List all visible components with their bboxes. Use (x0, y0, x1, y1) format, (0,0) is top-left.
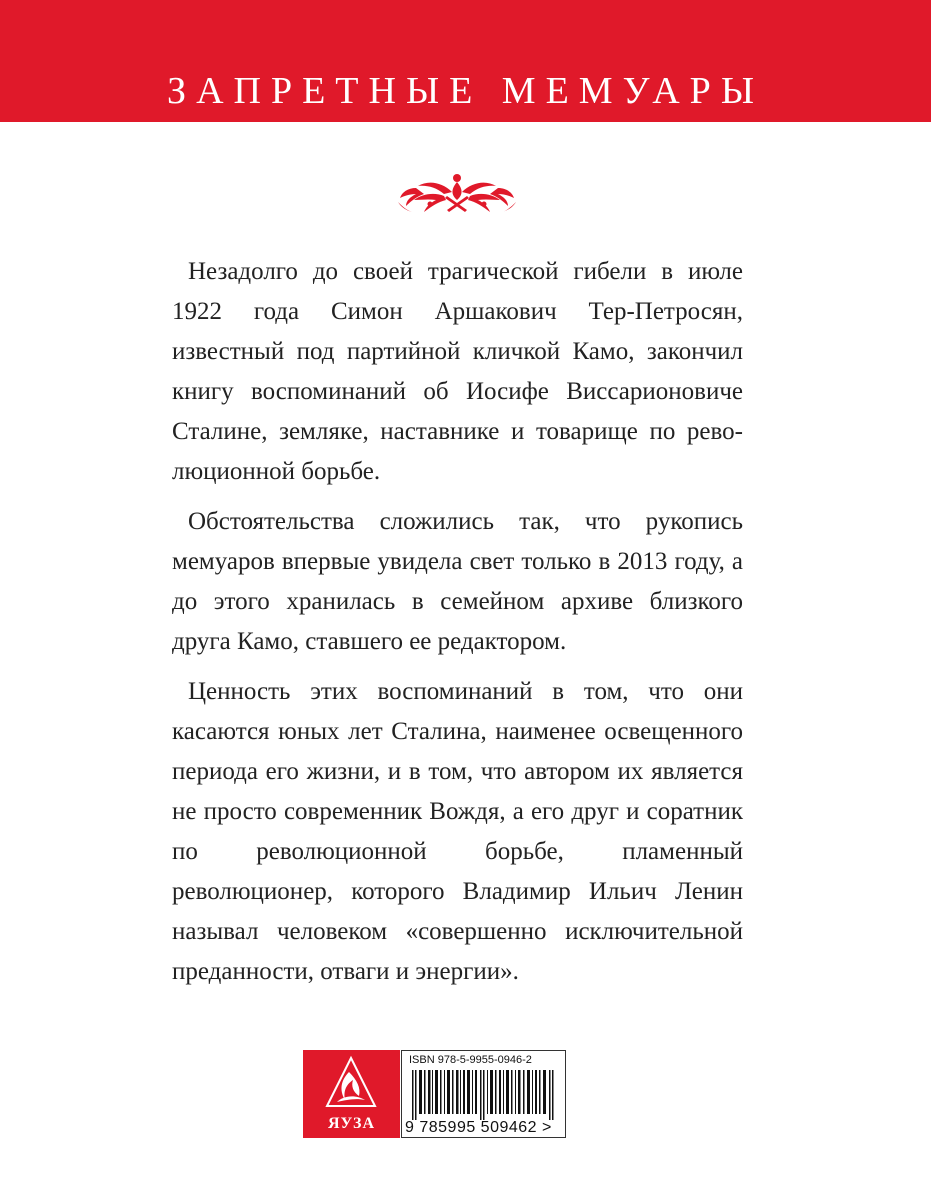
annotation-paragraph-3: Ценность этих воспоминаний в том, что они касаются юных лет Сталина, наименее освещенного периода его жизни, и в том, что автором их является не просто современник Вождя, а его друг и соратник по революционной борьбе, пламенный революционер, которого Владимир Ильич Ленин называл человеком «совершенно исключительной преданности, отваги и энергии». (172, 678, 743, 985)
floral-ornament-icon (392, 170, 522, 218)
publisher-name: ЯУЗА (327, 1115, 376, 1132)
series-header-band (0, 0, 931, 122)
barcode-bars (410, 1070, 558, 1120)
annotation-paragraph-1: Незадолго до своей трагической гибели в июле 1922 года Симон Аршакович Тер-Петросян, известный под партийной кличкой Камо, закончил книгу воспоминаний об Иосифе Виссарионовиче Сталине, земляке, наставнике и товарище по революционной борьбе. (172, 258, 743, 485)
isbn-barcode (401, 1050, 566, 1138)
annotation-text (172, 252, 743, 992)
barcode-digits: 9 785995 509462 > (405, 1119, 552, 1136)
isbn-label: ISBN 978-5-9955-0946-2 (409, 1054, 532, 1066)
publisher-logo (303, 1050, 400, 1138)
annotation-paragraph-2: Обстоятельства сложились так, что рукопись мемуаров впервые увидела свет только в 2013 году, а до этого хранилась в семейном архиве близкого друга Камо, ставшего ее редактором. (172, 508, 743, 655)
series-title: ЗАПРЕТНЫЕ МЕМУАРЫ (167, 70, 764, 112)
